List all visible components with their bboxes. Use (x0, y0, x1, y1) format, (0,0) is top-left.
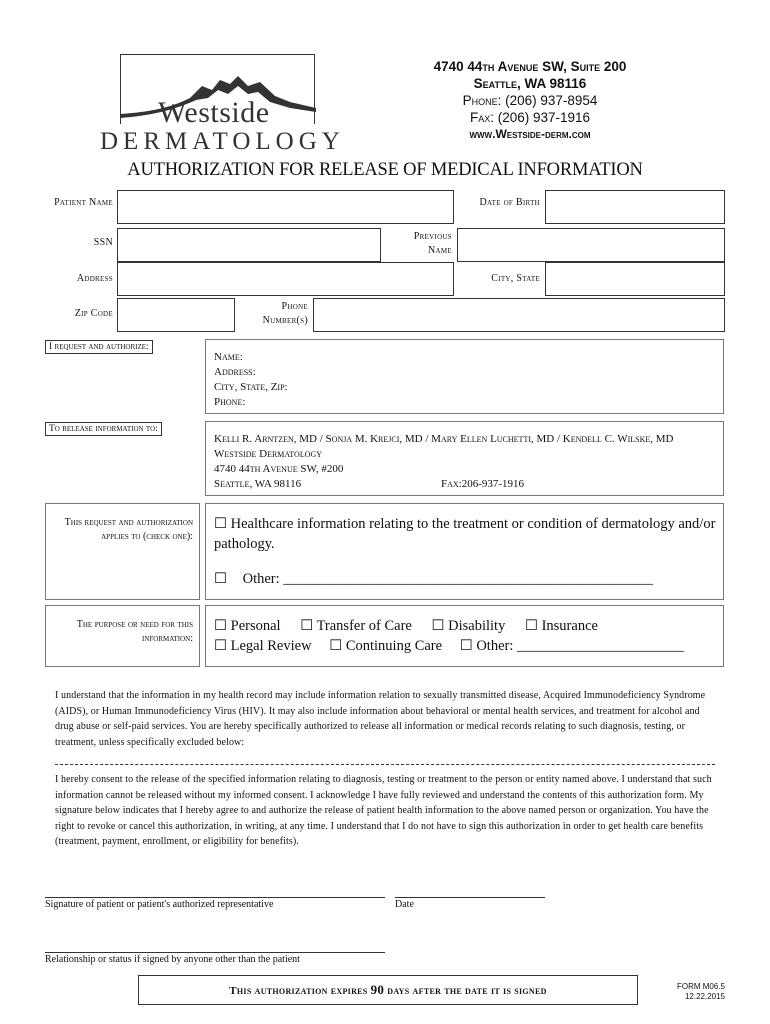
address-field[interactable] (117, 262, 454, 296)
purpose-legal-checkbox[interactable]: ☐ Legal Review (214, 638, 312, 654)
release-city: Seattle, WA 98116 (214, 478, 302, 490)
release-clinic: Westside Dermatology (214, 448, 323, 460)
applies-option1-checkbox[interactable]: ☐ (214, 516, 231, 532)
address-line1: 4740 44th Avenue SW, Suite 200 (433, 59, 627, 74)
release-tag: To release information to: (45, 422, 162, 436)
patient-name-field[interactable] (117, 190, 454, 224)
purpose-label: The purpose or need for this information: (76, 619, 193, 644)
ssn-label: SSN (93, 237, 113, 248)
signature-label: Signature of patient or patient's authorized representative (45, 899, 274, 910)
dob-field[interactable] (545, 190, 725, 224)
request-address: Address: (214, 366, 256, 378)
release-fax: Fax:206-937-1916 (441, 478, 525, 490)
logo-subtitle: DERMATOLOGY (100, 128, 345, 155)
clinic-address (420, 58, 640, 143)
purpose-transfer-checkbox[interactable]: ☐ Transfer of Care (300, 618, 412, 634)
purpose-block (205, 605, 724, 667)
zip-label: Zip Code (74, 308, 113, 319)
city-state-field[interactable] (545, 262, 725, 296)
previous-name-label: Previous Name (413, 231, 452, 256)
purpose-insurance-checkbox[interactable]: ☐ Insurance (524, 618, 598, 634)
address-web: www.Westside-derm.com (469, 127, 591, 141)
date-label: Date (395, 899, 414, 910)
consent-paragraph: I hereby consent to the release of the specified information relating to diagnosis, testing or treatment to the person or entity named above. I understand that such information cannot be released without my informed consent. I acknowledge I have fully reviewed and understand the contents of this authorization form. My signature below indicates that I hereby agree to and authorize the release of patient health information to the above named person or organization. You have the right to revoke or cancel this authorization, in writing, at any time. I understand that I do not have to sign this authorization in order to get health care benefits (treatment, payment, enrollment, or eligibility for benefits). (55, 774, 712, 847)
patient-name-label: Patient Name (54, 197, 113, 208)
zip-field[interactable] (117, 298, 235, 332)
applies-option2-checkbox[interactable]: ☐ (214, 571, 231, 587)
request-name: Name: (214, 351, 243, 363)
address-phone: Phone: (206) 937-8954 (462, 93, 598, 108)
purpose-other-checkbox[interactable]: ☐ Other: _______________________ (459, 638, 684, 654)
request-city: City, State, Zip: (214, 381, 288, 393)
release-block (205, 421, 724, 496)
address-line2: Seattle, WA 98116 (473, 76, 587, 91)
form-number-text: FORM M06.5 (676, 982, 725, 991)
address-label: Address (76, 273, 113, 284)
westside-logo (96, 54, 345, 155)
form-date-text: 12.22.2015 (684, 992, 725, 1001)
relationship-label: Relationship or status if signed by anyone other than the patient (45, 954, 300, 965)
release-doctors: Kelli R. Arntzen, MD / Sonja M. Krejci, MD / Mary Ellen Luchetti, MD / Kendell C. Wilske, MD (214, 433, 674, 445)
form-number (655, 982, 725, 1002)
date-line[interactable] (395, 897, 545, 898)
applies-option2-label: Other: ___________________________________________________ (242, 571, 654, 587)
signature-line[interactable] (45, 897, 385, 898)
disclosure-paragraph: I understand that the information in my health record may include information relation to sexually transmitted disease, Acquired Immunodeficiency Syndrome (AIDS), or Human Immunodeficiency Virus (HIV). It may also include information about behavioral or mental health services, and treatment for alcohol and drug abuse or self-paid services. You are hereby specifically authorized to release all information or medical records relating to such diagnosis, testing, or treatment, unless specifically excluded below: (55, 690, 706, 748)
applies-block (205, 503, 724, 600)
request-phone: Phone: (214, 396, 246, 408)
request-tag: I request and authorize: (45, 340, 153, 354)
exclusion-line[interactable] (55, 764, 715, 765)
purpose-personal-checkbox[interactable]: ☐ Personal (214, 618, 281, 634)
ssn-field[interactable] (117, 228, 381, 262)
applies-label-box (45, 503, 200, 600)
release-street: 4740 44th Avenue SW, #200 (214, 463, 344, 475)
applies-option1-label: Healthcare information relating to the treatment or condition of dermatology and/or pathology. (214, 516, 716, 552)
expiry-box (138, 975, 638, 1005)
expiry-post: days after the date it is signed (384, 985, 547, 997)
phone-field[interactable] (313, 298, 725, 332)
expiry-pre: This authorization expires (229, 985, 371, 997)
form-title: AUTHORIZATION FOR RELEASE OF MEDICAL INFORMATION (127, 160, 643, 180)
applies-label: This request and authorization applies to (check one): (64, 517, 193, 542)
relationship-line[interactable] (45, 952, 385, 953)
expiry-days: 90 (370, 982, 385, 997)
logo-name: Westside (158, 96, 270, 129)
city-state-label: City, State (491, 273, 540, 284)
previous-name-field[interactable] (457, 228, 725, 262)
purpose-disability-checkbox[interactable]: ☐ Disability (431, 618, 506, 634)
address-fax: Fax: (206) 937-1916 (469, 110, 591, 125)
phone-label: Phone Number(s) (262, 301, 308, 326)
dob-label: Date of Birth (479, 197, 540, 208)
purpose-continuing-checkbox[interactable]: ☐ Continuing Care (329, 638, 443, 654)
request-block[interactable] (205, 339, 724, 414)
purpose-label-box (45, 605, 200, 667)
